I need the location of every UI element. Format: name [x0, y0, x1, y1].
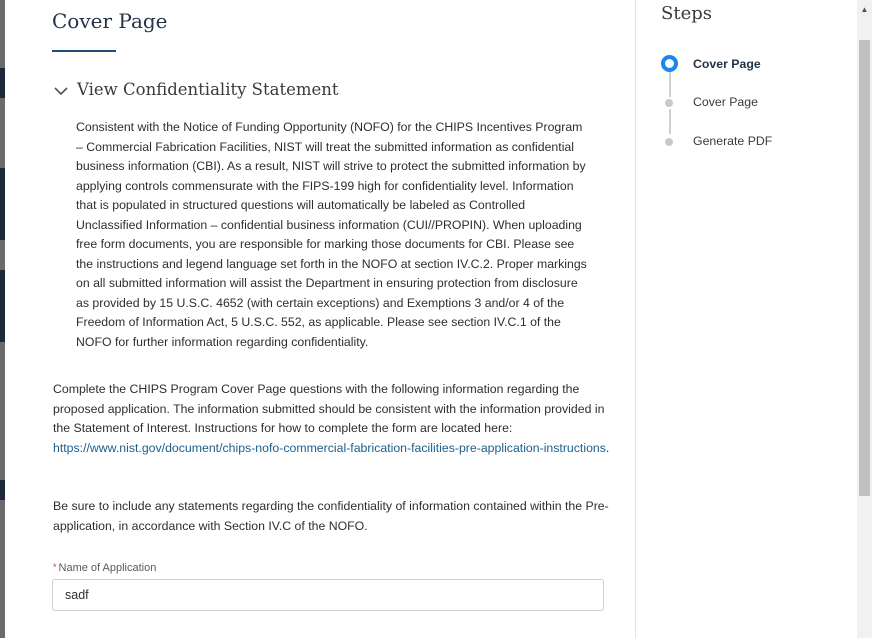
- required-marker: *: [53, 562, 57, 572]
- confidentiality-statement: Consistent with the Notice of Funding Opportunity (NOFO) for the CHIPS Incentives Program – Commercial Fabrication Facilities, NIST will treat the submitted information as confidential business information (CBI). As a result, NIST will strive to protect the submitted information by applying controls commensurate with the FIPS-199 high for confidentiality level. Information that is populated in structured questions will automatically be labeled as Controlled Unclassified Information – confidential business information (CUI//PROPIN). When uploading free form documents, you are responsible for marking those documents for CBI. Please see the instructions and legend language set forth in the NOFO at section IV.C.2. Proper markings on all submitted information will assist the Department in ensuring protection from disclosure as provided by 15 U.S.C. 4652 (with certain exceptions) and Exemptions 3 and/or 4 of the Freedom of Information Act, 5 U.S.C. 552, as applicable. Please see section IV.C.1 of the NOFO for further information regarding confidentiality.: [76, 120, 587, 349]
- step-cover-page[interactable]: Cover Page: [693, 95, 758, 109]
- steps-panel: [635, 0, 872, 638]
- step-generate-pdf[interactable]: Generate PDF: [693, 134, 773, 148]
- scroll-up-arrow-icon[interactable]: ▲: [860, 5, 869, 14]
- step-pending-marker-icon: [665, 99, 673, 107]
- vertical-scrollbar[interactable]: [857, 0, 872, 638]
- confidentiality-reminder: Be sure to include any statements regarding the confidentiality of information contained within the Pre-application, in accordance with Section IV.C of the NOFO.: [53, 499, 609, 533]
- instructions-paragraph: [53, 380, 613, 458]
- instructions-text: Complete the CHIPS Program Cover Page questions with the following information regarding the proposed application. The information submitted should be consistent with the information provided in the Statement of Interest. Instructions for how to complete the form are located here:: [53, 382, 605, 435]
- cover-page-dialog: [5, 0, 872, 638]
- name-of-application-input[interactable]: [52, 579, 604, 611]
- steps-title: Steps: [661, 3, 712, 24]
- confidentiality-toggle-label[interactable]: View Confidentiality Statement: [77, 79, 339, 99]
- name-of-application-label: [53, 562, 156, 574]
- confidentiality-toggle[interactable]: [52, 78, 339, 100]
- step-connector: [669, 109, 671, 134]
- chevron-down-icon[interactable]: [52, 82, 70, 100]
- main-content: [5, 0, 635, 638]
- name-of-application-label-text: Name of Application: [58, 562, 157, 574]
- scrollbar-thumb[interactable]: [859, 40, 870, 496]
- title-underline: [52, 50, 116, 52]
- step-cover-page-current[interactable]: Cover Page: [693, 57, 761, 71]
- step-connector: [669, 72, 671, 97]
- page-title: Cover Page: [52, 9, 168, 33]
- step-active-marker-icon: [661, 55, 678, 72]
- step-pending-marker-icon: [665, 138, 673, 146]
- instructions-link[interactable]: https://www.nist.gov/document/chips-nofo-commercial-fabrication-facilities-pre-application-instructions: [53, 440, 606, 455]
- instructions-link-suffix: .: [605, 440, 610, 455]
